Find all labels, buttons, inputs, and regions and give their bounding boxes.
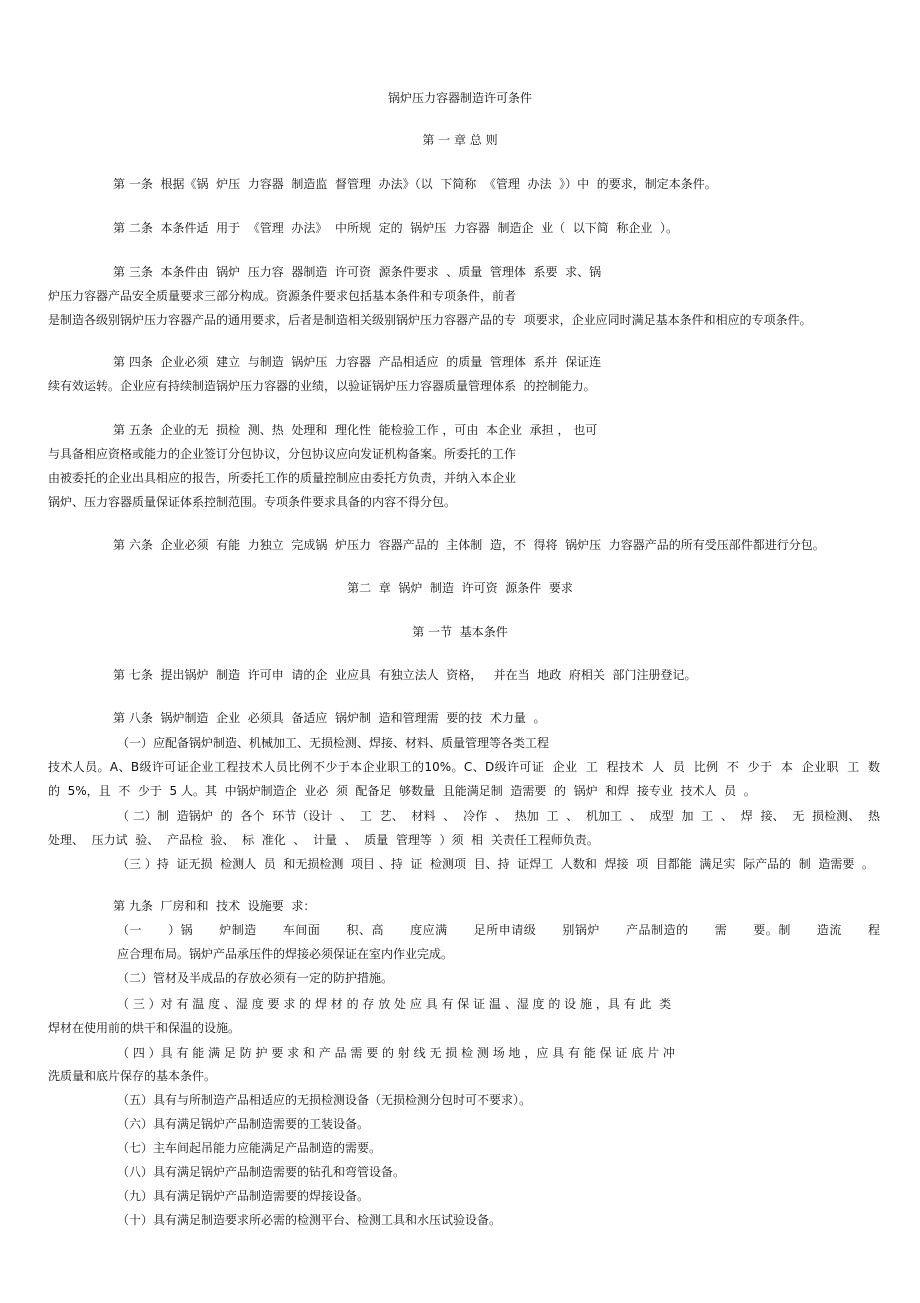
article-7: 第 七条 提出锅炉 制造 许可申 请的企 业应具 有独立法人 资格， 并在当 地政 府相关 部门注册登记。 xyxy=(113,668,697,682)
article-9-item-1-line-1: （一 ）锅 炉制造 车间面 积、高 度应满 足所申请级 别锅炉 产品制造的 需 要。制 造流 程 xyxy=(117,923,880,937)
article-9-item-8: （八）具有满足锅炉产品制造需要的钻孔和弯管设备。 xyxy=(117,1165,406,1179)
article-2: 第 二条 本条件适 用于 《管理 办法》 中所规 定的 锅炉压 力容器 制造企 业（ 以下简 称企业 ）。 xyxy=(113,221,678,235)
article-5-line-2: 与具备相应资格或能力的企业签订分包协议，分包协议应向发证机构备案。所委托的工作 xyxy=(48,447,517,461)
article-9-item-3-line-1: （ 三 ）对 有 温 度 、湿 度 要 求 的 焊 材 的 存 放 处 应 具 有 保 证 温 、湿 度 的 设 施 ，具 有 此 类 xyxy=(117,997,672,1011)
article-5-line-4: 锅炉、压力容器质量保证体系控制范围。专项条件要求具备的内容不得分包。 xyxy=(48,495,457,509)
article-9-item-4-line-1: （ 四 ）具 有 能 满 足 防 护 要 求 和 产 品 需 要 的 射 线 无 损 检 测 场 地 ，应 具 有 能 保 证 底 片 冲 xyxy=(117,1046,675,1060)
article-9: 第 九条 厂房和和 技术 设施要 求： xyxy=(113,899,316,913)
article-3-line-1: 第 三条 本条件由 锅炉 压力容 器制造 许可资 源条件要求 、质量 管理体 系要 求、锅 xyxy=(113,265,602,279)
article-5-line-1: 第 五条 企业的无 损检 测、热 处理和 理化性 能检验工作 ，可由 本企业 承担 ， 也可 xyxy=(113,423,598,437)
article-5-line-3: 由被委托的企业出具相应的报告，所委托工作的质量控制应由委托方负责，并纳入本企业 xyxy=(48,471,517,485)
article-9-item-2: （二）管材及半成品的存放必须有一定的防护措施。 xyxy=(117,971,394,985)
article-9-item-1-line-2: 应合理布局。锅炉产品承压件的焊接必须保证在室内作业完成。 xyxy=(117,947,454,961)
article-8-item-1-line-2: 技术人员。A、B级许可证企业工程技术人员比例不少于本企业职工的10%。C、D级许可证 企业 工 程技术 人 员 比例 不 少于 本 企业职 工 数 xyxy=(48,760,880,774)
article-4-line-2: 续有效运转。企业应有持续制造锅炉压力容器的业绩，以验证锅炉压力容器质量管理体系 的控制能力。 xyxy=(48,379,596,393)
article-9-item-3-line-2: 焊材在使用前的烘干和保温的设施。 xyxy=(48,1021,241,1035)
article-6: 第 六条 企业必须 有能 力独立 完成锅 炉压力 容器产品的 主体制 造，不 得将 锅炉压 力容器产品的所有受压部件都进行分包。 xyxy=(113,538,825,552)
article-8-item-1-line-1: （一）应配备锅炉制造、机械加工、无损检测、焊接、材料、质量管理等各类工程 xyxy=(117,736,550,750)
article-4-line-1: 第 四条 企业必须 建立 与制造 锅炉压 力容器 产品相适应 的质量 管理体 系并 保证连 xyxy=(113,355,602,369)
article-3-line-2: 炉压力容器产品安全质量要求三部分构成。资源条件要求包括基本条件和专项条件，前者 xyxy=(48,289,517,303)
article-9-item-6: （六）具有满足锅炉产品制造需要的工装设备。 xyxy=(117,1117,370,1131)
article-3-line-3: 是制造各级别锅炉压力容器产品的通用要求，后者是制造相关级别锅炉压力容器产品的专 项要求，企业应同时满足基本条件和相应的专项条件。 xyxy=(48,313,812,327)
article-8: 第 八条 锅炉制造 企业 必须具 备适应 锅炉制 造和管理需 要的技 术力量 。 xyxy=(113,711,546,725)
article-9-item-7: （七）主车间起吊能力应能满足产品制造的需要。 xyxy=(117,1141,382,1155)
article-9-item-10: （十）具有满足制造要求所必需的检测平台、检测工具和水压试验设备。 xyxy=(117,1213,502,1227)
article-9-item-5: （五）具有与所制造产品相适应的无损检测设备（无损检测分包时可不要求）。 xyxy=(117,1093,532,1107)
article-9-item-4-line-2: 洗质量和底片保存的基本条件。 xyxy=(48,1069,217,1083)
chapter-2-heading: 第二 章 锅炉 制造 许可资 源条件 要求 xyxy=(347,581,573,595)
article-8-item-1-line-3: 的 5%，且 不 少于 5 人。其 中锅炉制造企 业必 须 配备足 够数量 且能满足制 造需要 的 锅炉 和焊 接专业 技术人 员 。 xyxy=(48,784,756,798)
article-1: 第 一条 根据《锅 炉压 力容器 制造监 督管理 办法》（以 下简称 《管理 办法 》）中 的要求，制定本条件。 xyxy=(113,177,717,191)
article-8-item-3: （三 ）持 证无损 检测人 员 和无损检测 项目 、持 证 检测项 目、持 证焊工 人数和 焊接 项 目都能 满足实 际产品的 制 造需要 。 xyxy=(117,857,874,871)
article-8-item-2-line-1: （ 二）制 造锅炉 的 各个 环节（设计 、 工 艺、 材料 、 冷作 、 热加 工 、 机加工 、 成型 加 工 、 焊 接、 无 损检测、 热 xyxy=(117,809,880,823)
article-8-item-2-line-2: 处理、 压力试 验、 产品检 验、 标 准化 、 计量 、 质量 管理等 ）须 相 关责任工程师负责。 xyxy=(48,833,599,847)
section-1-heading: 第 一节 基本条件 xyxy=(412,625,508,639)
document-title: 锅炉压力容器制造许可条件 xyxy=(387,91,532,105)
article-9-item-9: （九）具有满足锅炉产品制造需要的焊接设备。 xyxy=(117,1189,370,1203)
chapter-1-heading: 第 一 章 总 则 xyxy=(422,133,498,147)
